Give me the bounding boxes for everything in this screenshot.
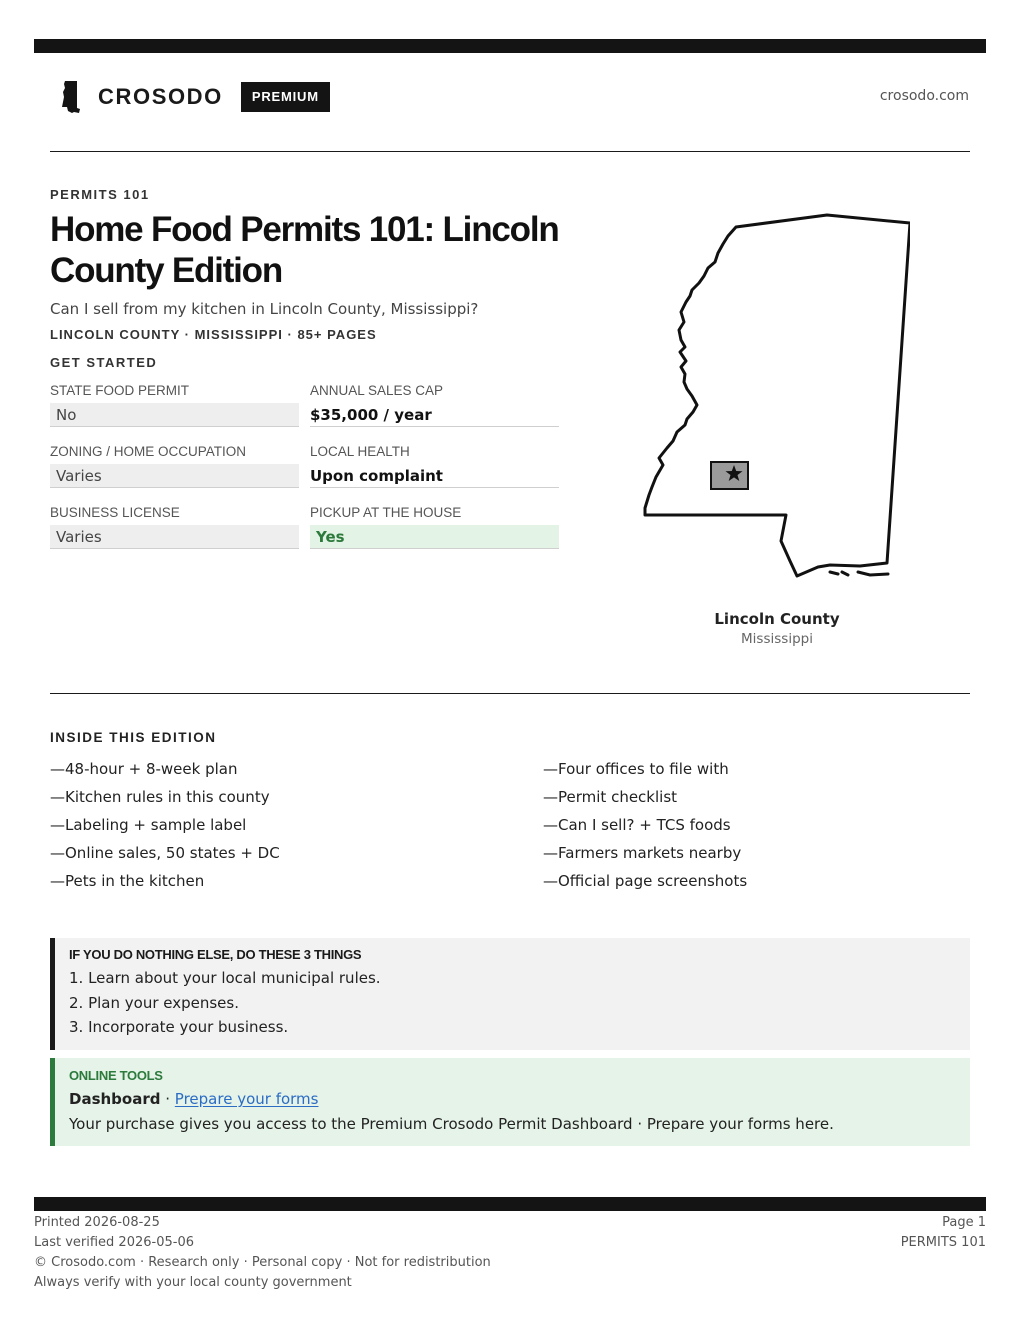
- fact-value: Varies: [50, 464, 299, 488]
- inside-edition-heading: INSIDE THIS EDITION: [50, 730, 217, 745]
- list-item: —Online sales, 50 states + DC: [50, 844, 280, 862]
- brand-name: CROSODO: [98, 84, 223, 109]
- fact-state-food-permit: [50, 382, 299, 427]
- list-item: 3. Incorporate your business.: [69, 1018, 289, 1036]
- copyright: © Crosodo.com · Research only · Personal copy · Not for redistribution: [34, 1255, 491, 1270]
- fact-label: ANNUAL SALES CAP: [310, 383, 444, 398]
- list-item: 1. Learn about your local municipal rules.: [69, 969, 381, 987]
- tools-line: [69, 1088, 970, 1110]
- brand[interactable]: [60, 80, 330, 114]
- prepare-forms-link[interactable]: Prepare your forms: [174, 1090, 319, 1108]
- fact-value: Yes: [310, 525, 559, 549]
- fact-value: Upon complaint: [310, 464, 559, 488]
- callout-heading: ONLINE TOOLS: [69, 1068, 163, 1083]
- list-item: —48-hour + 8-week plan: [50, 760, 238, 778]
- fact-pickup: [310, 504, 559, 549]
- list-item: —Can I sell? + TCS foods: [543, 816, 731, 834]
- state-outline: [645, 215, 910, 576]
- fact-value: $35,000 / year: [310, 403, 559, 427]
- fact-label: PICKUP AT THE HOUSE: [310, 505, 462, 520]
- section-eyebrow: PERMITS 101: [50, 187, 150, 202]
- facts-grid: [50, 382, 559, 549]
- fact-label: STATE FOOD PERMIT: [50, 383, 190, 398]
- mississippi-silhouette-icon: [60, 80, 82, 114]
- callout-heading: IF YOU DO NOTHING ELSE, DO THESE 3 THINGS: [69, 947, 362, 962]
- dashboard-label: Dashboard: [69, 1090, 161, 1108]
- fact-zoning: [50, 443, 299, 488]
- map-caption: [677, 609, 877, 649]
- fact-label: BUSINESS LICENSE: [50, 505, 180, 520]
- footer-right: [901, 1213, 986, 1253]
- inside-list-left: [50, 757, 280, 897]
- page-meta: LINCOLN COUNTY · MISSISSIPPI · 85+ PAGES: [50, 327, 377, 342]
- separator: ·: [160, 1090, 175, 1108]
- premium-badge: PREMIUM: [241, 82, 330, 112]
- list-item: —Four offices to file with: [543, 760, 729, 778]
- list-item: —Kitchen rules in this county: [50, 788, 270, 806]
- list-item: 2. Plan your expenses.: [69, 993, 239, 1012]
- three-things-list: [69, 966, 970, 1040]
- fact-annual-sales-cap: [310, 382, 559, 427]
- list-item: —Labeling + sample label: [50, 816, 247, 834]
- verified-date: Last verified 2026-05-06: [34, 1235, 194, 1250]
- disclaimer: Always verify with your local county government: [34, 1275, 352, 1290]
- map-county-label: Lincoln County: [714, 610, 840, 628]
- inside-list-right: [543, 757, 747, 897]
- list-item: —Official page screenshots: [543, 872, 748, 890]
- footer-bar: [34, 1197, 986, 1211]
- list-item: —Permit checklist: [543, 788, 678, 806]
- site-url[interactable]: crosodo.com: [879, 88, 969, 104]
- state-map: [640, 210, 910, 582]
- fact-value: Varies: [50, 525, 299, 549]
- divider: [50, 693, 970, 694]
- get-started-heading: GET STARTED: [50, 355, 158, 370]
- list-item: —Pets in the kitchen: [50, 872, 205, 890]
- three-things-callout: [50, 938, 970, 1050]
- fact-business-license: [50, 504, 299, 549]
- footer-section: PERMITS 101: [900, 1235, 986, 1250]
- page-title: Home Food Permits 101: Lincoln County Edition: [50, 210, 559, 290]
- fact-value: No: [50, 403, 299, 427]
- fact-label: LOCAL HEALTH: [310, 444, 410, 459]
- online-tools-callout: [50, 1058, 970, 1146]
- map-state-label: Mississippi: [741, 631, 813, 647]
- lincoln-county-shape: [711, 462, 748, 489]
- footer-left: [34, 1213, 491, 1293]
- fact-local-health: [310, 443, 559, 488]
- list-item: —Farmers markets nearby: [543, 844, 742, 862]
- page-subtitle: Can I sell from my kitchen in Lincoln County, Mississippi?: [50, 300, 479, 318]
- divider: [50, 151, 970, 152]
- page-number: Page 1: [942, 1215, 986, 1230]
- tools-description: Your purchase gives you access to the Premium Crosodo Permit Dashboard · Prepare your forms here.: [69, 1115, 834, 1133]
- printed-date: Printed 2026-08-25: [34, 1215, 160, 1230]
- fact-label: ZONING / HOME OCCUPATION: [50, 444, 247, 459]
- top-bar: [34, 39, 986, 53]
